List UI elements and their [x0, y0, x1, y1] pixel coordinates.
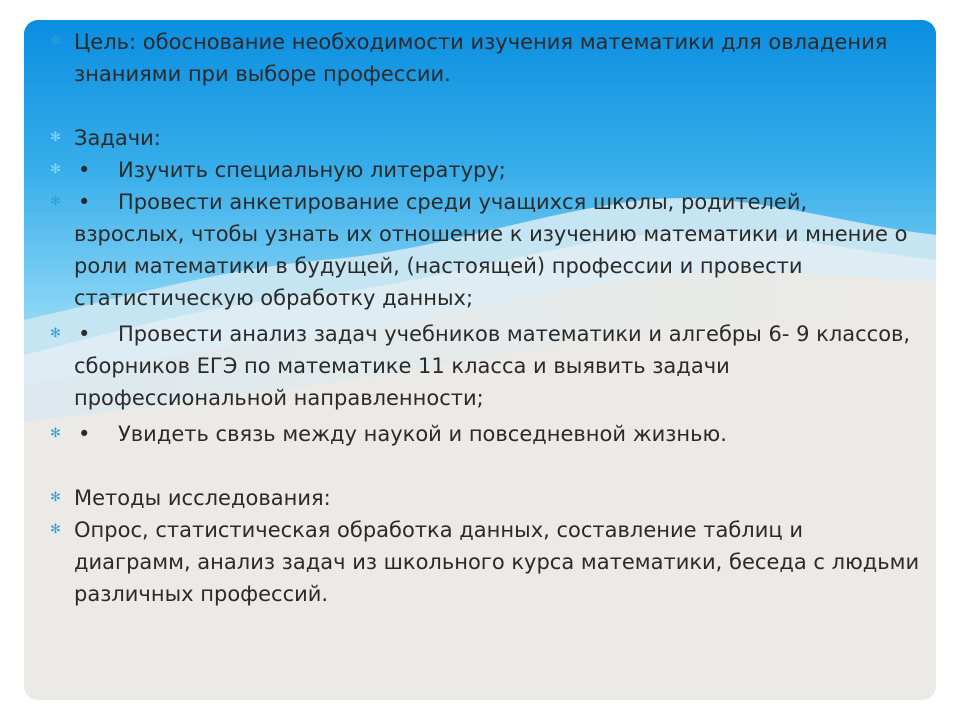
task-dot: • — [78, 158, 91, 182]
tasks-heading: Задачи: — [74, 126, 161, 150]
bullet-icon: ✻ — [50, 34, 61, 49]
task-item-4 — [50, 418, 920, 450]
slide-content — [50, 26, 920, 610]
task-item-2 — [50, 186, 920, 314]
task-item-1 — [50, 154, 920, 186]
bullet-icon: ✻ — [50, 130, 61, 145]
task-dot: • — [78, 322, 91, 346]
bullet-icon: ✻ — [50, 490, 61, 505]
task-text: Увидеть связь между наукой и повседневной жизнью. — [118, 422, 727, 446]
task-text: Провести анализ задач учебников математики и алгебры 6- 9 классов, сборников ЕГЭ по математике 11 класса и выявить задачи профессиональной направленности; — [74, 322, 911, 410]
spacer — [50, 90, 920, 122]
goal-text: Цель: обоснование необходимости изучения математики для овладения знаниями при выборе профессии. — [74, 30, 888, 86]
task-text: Провести анкетирование среди учащихся школы, родителей, взрослых, чтобы узнать их отношение к изучению математики и мнение о роли математики в будущей, (настоящей) профессии и провести статистическую обработку данных; — [74, 190, 908, 310]
bullet-icon: ✻ — [50, 194, 61, 209]
spacer — [50, 450, 920, 482]
methods-heading-item — [50, 482, 920, 514]
task-text: Изучить специальную литературу; — [118, 158, 506, 182]
goal-item — [50, 26, 920, 90]
task-dot: • — [78, 190, 91, 214]
methods-item — [50, 514, 920, 610]
slide-panel — [24, 20, 936, 700]
task-dot: • — [78, 422, 91, 446]
bullet-icon: ✻ — [50, 162, 61, 177]
methods-heading: Методы исследования: — [74, 486, 331, 510]
bullet-icon: ✻ — [50, 426, 61, 441]
tasks-heading-item — [50, 122, 920, 154]
bullet-icon: ✻ — [50, 522, 61, 537]
task-item-3 — [50, 318, 920, 414]
bullet-icon: ✻ — [50, 326, 61, 341]
methods-text: Опрос, статистическая обработка данных, составление таблиц и диаграмм, анализ задач из школьного курса математики, беседа с людьми различных профессий. — [74, 518, 920, 606]
